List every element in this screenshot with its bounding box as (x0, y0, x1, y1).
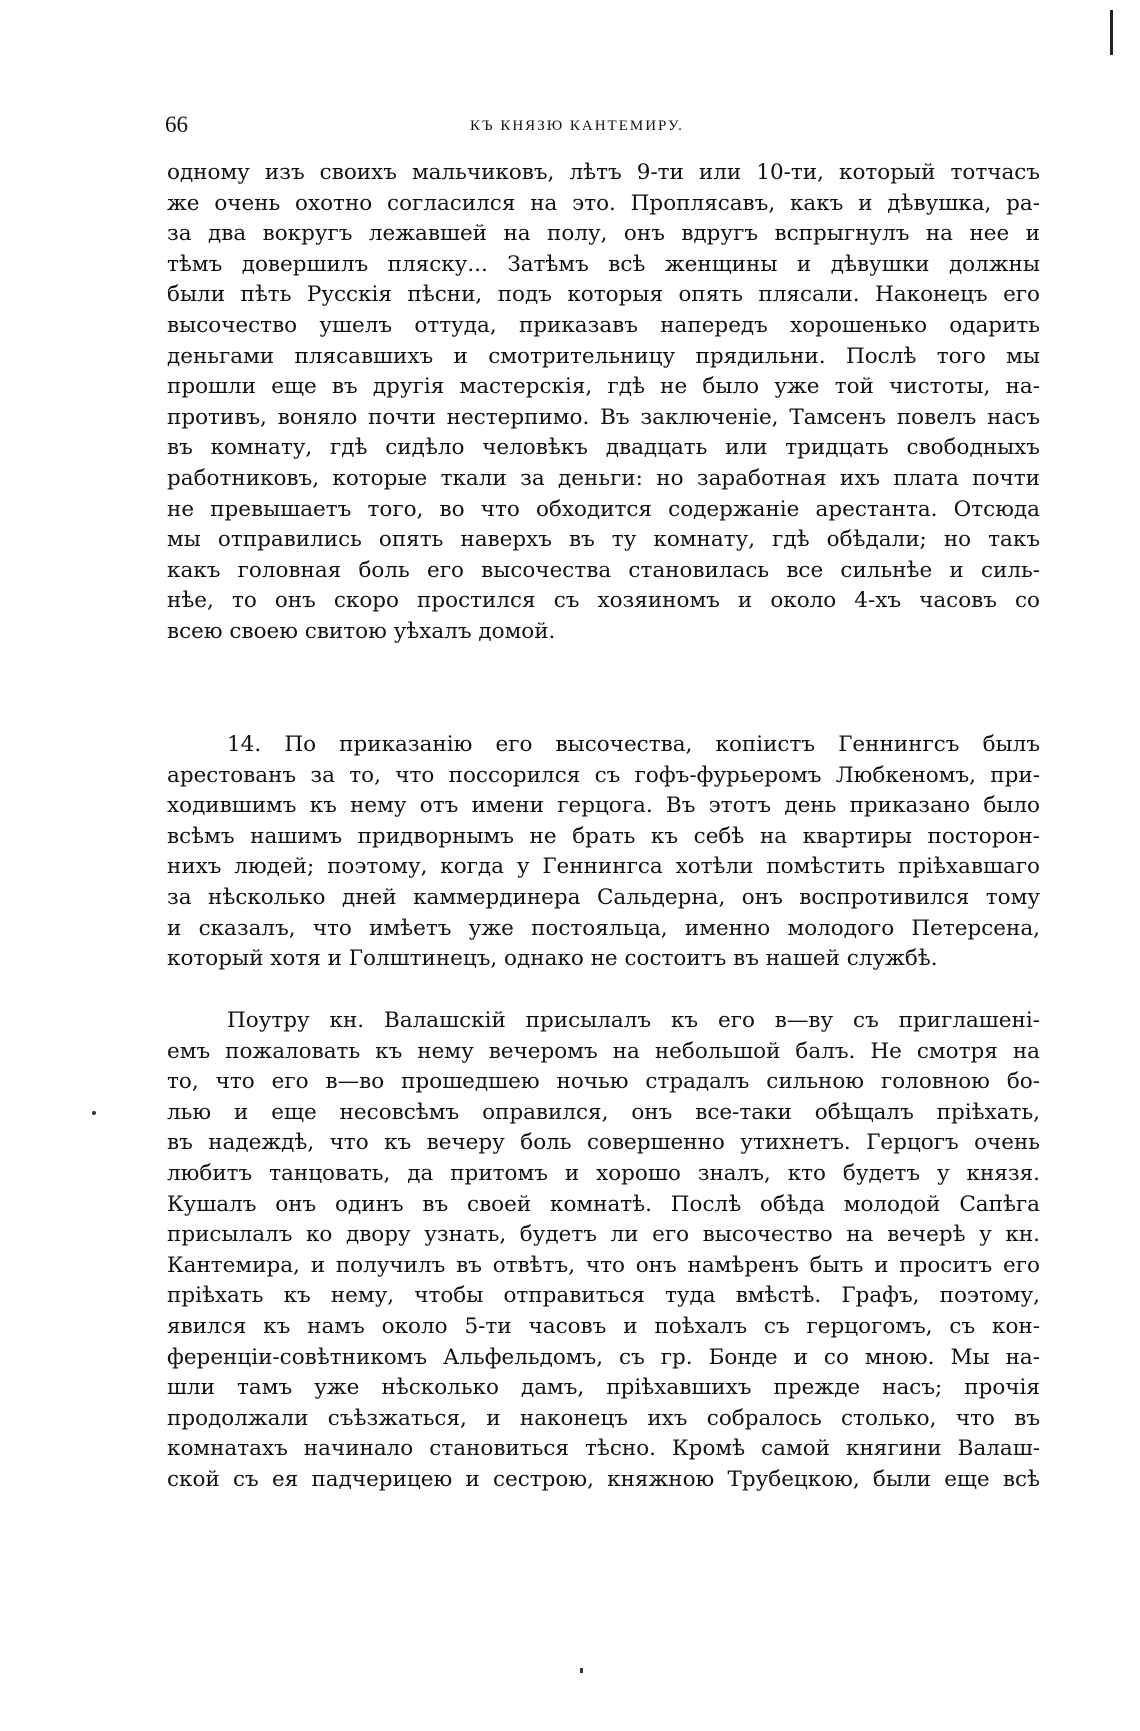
text-line: работниковъ, которые ткали за деньги: но заработная ихъ плата почти (167, 465, 1040, 491)
text-line: явился къ намъ около 5-ти часовъ и поѣхалъ съ герцогомъ, съ кон- (167, 1313, 1040, 1339)
text-line: же очень охотно согласился на это. Проплясавъ, какъ и дѣвушка, ра- (167, 190, 1040, 216)
text-line: всѣмъ нашимъ придворнымъ не брать къ себѣ на квартиры посторон- (167, 823, 1040, 849)
text-line: Кантемира, и получилъ въ отвѣтъ, что онъ намѣренъ быть и проситъ его (167, 1252, 1040, 1278)
scan-speck (92, 1111, 96, 1115)
text-line: то, что его в—во прошедшею ночью страдалъ сильною головною бо- (167, 1069, 1040, 1095)
paragraph-2 (167, 730, 1040, 975)
text-line: высочество ушелъ оттуда, приказавъ напередъ хорошенько одарить (167, 312, 1040, 338)
text-line: тѣмъ довершилъ пляску... Затѣмъ всѣ женщины и дѣвушки должны (167, 251, 1040, 277)
text-line: въ надеждѣ, что къ вечеру боль совершенно утихнетъ. Герцогъ очень (167, 1130, 1040, 1156)
text-line: какъ головная боль его высочества становилась все сильнѣе и силь- (167, 557, 1040, 583)
text-line: нихъ людей; поэтому, когда у Геннингса хотѣли помѣстить пріѣхавшаго (167, 854, 1040, 880)
text-line: который хотя и Голштинецъ, однако не состоитъ въ нашей службѣ. (167, 946, 938, 972)
text-line: и сказалъ, что имѣетъ уже постояльца, именно молодого Петерсена, (167, 915, 1040, 941)
text-line: въ комнату, гдѣ сидѣло человѣкъ двадцать или тридцать свободныхъ (167, 435, 1040, 461)
text-line: 14. По приказанію его высочества, копіистъ Геннингсъ былъ (227, 732, 1040, 757)
text-line: деньгами плясавшихъ и смотрительницу прядильни. Послѣ того мы (167, 343, 1040, 369)
paragraph-1 (167, 158, 1040, 648)
text-line: пріѣхать къ нему, чтобы отправиться туда вмѣстѣ. Графъ, поэтому, (167, 1283, 1040, 1309)
text-line: ходившимъ къ нему отъ имени герцога. Въ этотъ день приказано было (167, 793, 1040, 819)
scan-speck (580, 1668, 583, 1673)
text-line: ференціи-совѣтникомъ Альфельдомъ, съ гр. Бонде и со мною. Мы на- (167, 1344, 1040, 1370)
text-line: противъ, воняло почти нестерпимо. Въ заключеніе, Тамсенъ повелъ насъ (167, 404, 1040, 430)
text-line: прошли еще въ другія мастерскія, гдѣ не было уже той чистоты, на- (167, 374, 1040, 400)
text-line: емъ пожаловать къ нему вечеромъ на небольшой балъ. Не смотря на (167, 1038, 1040, 1064)
scan-edge-mark (1110, 10, 1113, 55)
text-line: были пѣть Русскія пѣсни, подъ которыя опять плясали. Наконецъ его (167, 282, 1040, 308)
text-line: лью и еще несовсѣмъ оправился, онъ все-таки обѣщалъ пріѣхать, (167, 1099, 1040, 1125)
text-line: нѣе, то онъ скоро простился съ хозяиномъ и около 4-хъ часовъ со (167, 588, 1040, 614)
page-number: 66 (165, 112, 188, 137)
text-line: одному изъ своихъ мальчиковъ, лѣтъ 9-ти или 10-ти, который тотчасъ (167, 160, 1040, 185)
text-line: Кушалъ онъ одинъ въ своей комнатѣ. Послѣ обѣда молодой Сапѣга (167, 1191, 1040, 1217)
text-line: не превышаетъ того, во что обходится содержаніе арестанта. Отсюда (167, 496, 1040, 522)
running-title: КЪ КНЯЗЮ КАНТЕМИРУ. (470, 118, 684, 134)
text-line: шли тамъ уже нѣсколько дамъ, пріѣхавшихъ прежде насъ; прочія (167, 1375, 1040, 1401)
text-line: всею своею свитою уѣхалъ домой. (167, 618, 556, 644)
paragraph-3 (167, 1006, 1040, 1496)
text-line: за два вокругъ лежавшей на полу, онъ вдругъ вспрыгнулъ на нее и (167, 221, 1040, 247)
text-line: за нѣсколько дней каммердинера Сальдерна, онъ воспротивился тому (167, 884, 1040, 910)
text-line: присылалъ ко двору узнать, будетъ ли его высочество на вечерѣ у кн. (167, 1222, 1040, 1248)
text-line: комнатахъ начинало становиться тѣсно. Кромѣ самой княгини Валаш- (167, 1436, 1040, 1462)
text-line: Поутру кн. Валашскій присылалъ къ его в—ву съ приглашені- (227, 1008, 1040, 1033)
text-line: любитъ танцовать, да притомъ и хорошо зналъ, кто будетъ у князя. (167, 1160, 1040, 1186)
text-line: ской съ ея падчерицею и сестрою, княжною Трубецкою, были еще всѣ (167, 1466, 1040, 1492)
text-line: мы отправились опять наверхъ въ ту комнату, гдѣ обѣдали; но такъ (167, 527, 1040, 553)
text-line: продолжали съѣзжаться, и наконецъ ихъ собралось столько, что въ (167, 1405, 1040, 1431)
text-line: арестованъ за то, что поссорился съ гофъ-фурьеромъ Любкеномъ, при- (167, 762, 1040, 788)
